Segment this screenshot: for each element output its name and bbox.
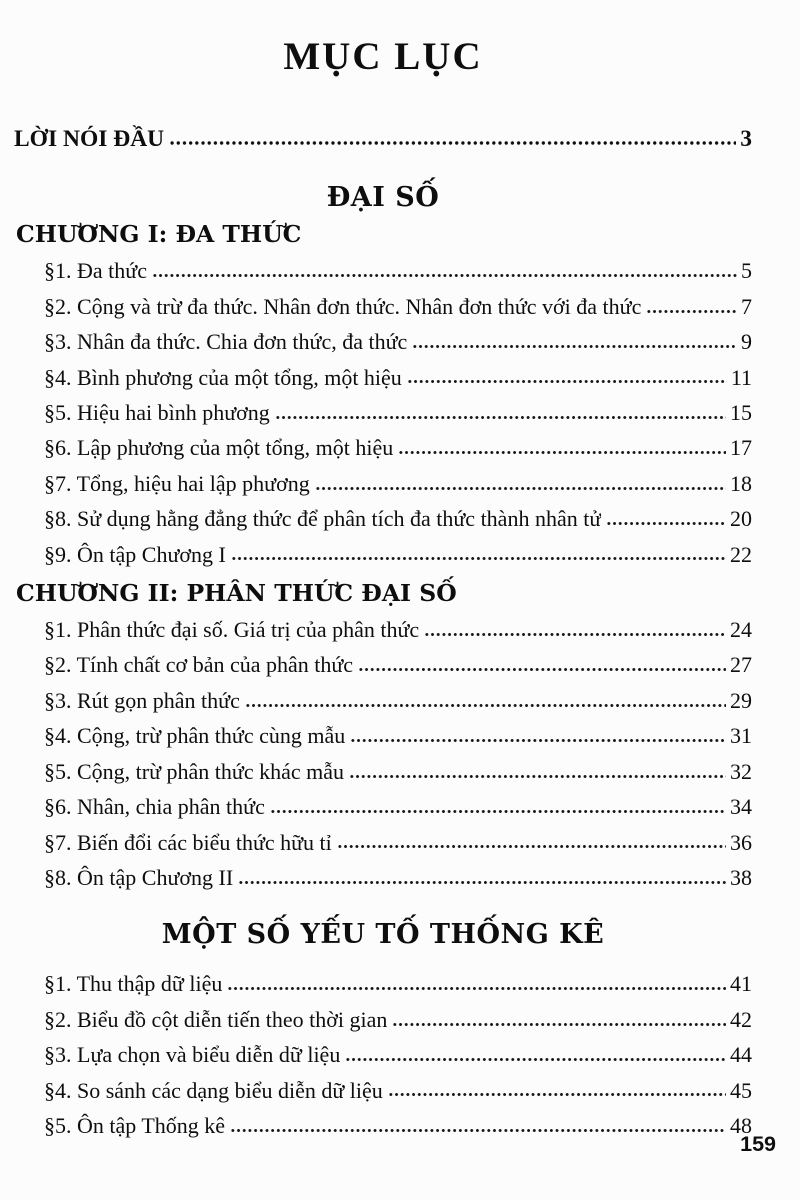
entry-label: §3. Nhân đa thức. Chia đơn thức, đa thức [44, 329, 408, 355]
entry-page-number: 11 [730, 364, 752, 390]
entry-page-number: 17 [730, 435, 752, 461]
toc-entry [14, 647, 752, 682]
entry-page-number: 48 [730, 1112, 752, 1138]
toc-entry [14, 360, 752, 395]
entry-label: §1. Thu thập dữ liệu [44, 971, 223, 997]
dot-leader [398, 446, 726, 455]
dot-leader [152, 269, 737, 278]
dot-leader [337, 841, 726, 850]
entry-label: LỜI NÓI ĐẦU [14, 126, 165, 152]
dot-leader [388, 1089, 726, 1098]
entry-page-number: 7 [741, 293, 752, 319]
section-heading-statistics: MỘT SỐ YẾU TỐ THỐNG KÊ [161, 919, 605, 951]
entry-page-number: 18 [730, 470, 752, 496]
toc-entry [14, 1073, 752, 1108]
toc-entry [14, 430, 752, 465]
dot-leader [350, 734, 726, 743]
entry-page-number: 36 [730, 829, 752, 855]
entry-label: §8. Sử dụng hằng đẳng thức để phân tích đa thức thành nhân tử [44, 506, 602, 532]
toc-entry [14, 860, 752, 895]
toc-entry [14, 1002, 752, 1037]
dot-leader [169, 137, 736, 146]
entry-label: §5. Cộng, trừ phân thức khác mẫu [44, 758, 345, 784]
chapter-2-items [14, 612, 752, 895]
entry-label: §5. Ôn tập Thống kê [44, 1112, 226, 1138]
entry-label: §3. Rút gọn phân thức [44, 687, 240, 713]
entry-page-number: 45 [730, 1077, 752, 1103]
page-title: MỤC LỤC [283, 35, 483, 78]
entry-label: §2. Tính chất cơ bản của phân thức [44, 652, 354, 678]
entry-page-number: 32 [730, 758, 752, 784]
entry-page-number: 5 [741, 258, 752, 284]
toc-entry [14, 683, 752, 718]
dot-leader [230, 1124, 726, 1133]
toc-entry [14, 612, 752, 647]
entry-label: §1. Phân thức đại số. Giá trị của phân thức [44, 617, 420, 643]
dot-leader [646, 305, 737, 314]
entry-label: §2. Biểu đồ cột diễn tiến theo thời gian [44, 1006, 388, 1032]
entry-label: §3. Lựa chọn và biểu diễn dữ liệu [44, 1042, 341, 1068]
toc-entry [14, 289, 752, 324]
entry-label: §5. Hiệu hai bình phương [44, 400, 270, 426]
entry-label: §4. So sánh các dạng biểu diễn dữ liệu [44, 1077, 383, 1103]
section-heading-algebra: ĐẠI SỐ [326, 182, 440, 214]
entry-page-number: 29 [730, 687, 752, 713]
toc-entry [14, 1108, 752, 1143]
entry-label: §4. Bình phương của một tổng, một hiệu [44, 364, 402, 390]
dot-leader [315, 482, 726, 491]
entry-page-number: 31 [730, 723, 752, 749]
entry-label: §1. Đa thức [44, 258, 147, 284]
dot-leader [345, 1053, 726, 1062]
dot-leader [275, 411, 726, 420]
dot-leader [606, 517, 726, 526]
entry-label: §7. Biến đổi các biểu thức hữu tỉ [44, 829, 332, 855]
chapter-1-heading: CHƯƠNG I: ĐA THỨC [16, 220, 302, 249]
dot-leader [238, 876, 726, 885]
entry-label: §6. Nhân, chia phân thức [44, 794, 265, 820]
entry-page-number: 44 [730, 1042, 752, 1068]
dot-leader [349, 770, 726, 779]
entry-page-number: 22 [730, 541, 752, 567]
dot-leader [231, 553, 726, 562]
entry-page-number: 15 [730, 400, 752, 426]
toc-entry [14, 501, 752, 536]
chapter-2-heading: CHƯƠNG II: PHÂN THỨC ĐẠI SỐ [16, 579, 457, 608]
dot-leader [245, 699, 726, 708]
toc-entry [14, 718, 752, 753]
entry-page-number: 20 [730, 506, 752, 532]
dot-leader [358, 663, 726, 672]
chapter-1-items [14, 253, 752, 572]
toc-entry [14, 537, 752, 572]
toc-entry [14, 1037, 752, 1072]
dot-leader [227, 982, 726, 991]
toc-entry [14, 966, 752, 1001]
toc-entry [14, 754, 752, 789]
dot-leader [392, 1018, 726, 1027]
dot-leader [412, 340, 737, 349]
dot-leader [407, 376, 727, 385]
entry-page-number: 9 [741, 329, 752, 355]
statistics-items [14, 966, 752, 1143]
entry-page-number: 3 [740, 126, 752, 152]
entry-label: §2. Cộng và trừ đa thức. Nhân đơn thức. Nhân đơn thức với đa thức [44, 293, 642, 319]
entry-label: §9. Ôn tập Chương I [44, 541, 226, 567]
entry-label: §8. Ôn tập Chương II [44, 864, 234, 890]
entry-page-number: 34 [730, 794, 752, 820]
toc-entry [14, 395, 752, 430]
toc-entry [14, 253, 752, 288]
toc-entry [14, 466, 752, 501]
entry-page-number: 24 [730, 617, 752, 643]
toc-entry [14, 324, 752, 359]
entry-page-number: 38 [730, 864, 752, 890]
folio-page-number: 159 [740, 1132, 776, 1156]
dot-leader [424, 628, 726, 637]
toc-entry [14, 789, 752, 824]
entry-label: §7. Tổng, hiệu hai lập phương [44, 470, 310, 496]
toc-entry [14, 825, 752, 860]
entry-page-number: 42 [730, 1006, 752, 1032]
entry-label: §6. Lập phương của một tổng, một hiệu [44, 435, 394, 461]
dot-leader [270, 805, 726, 814]
entry-page-number: 41 [730, 971, 752, 997]
toc-entry-preface [14, 122, 752, 157]
entry-page-number: 27 [730, 652, 752, 678]
entry-label: §4. Cộng, trừ phân thức cùng mẫu [44, 723, 346, 749]
